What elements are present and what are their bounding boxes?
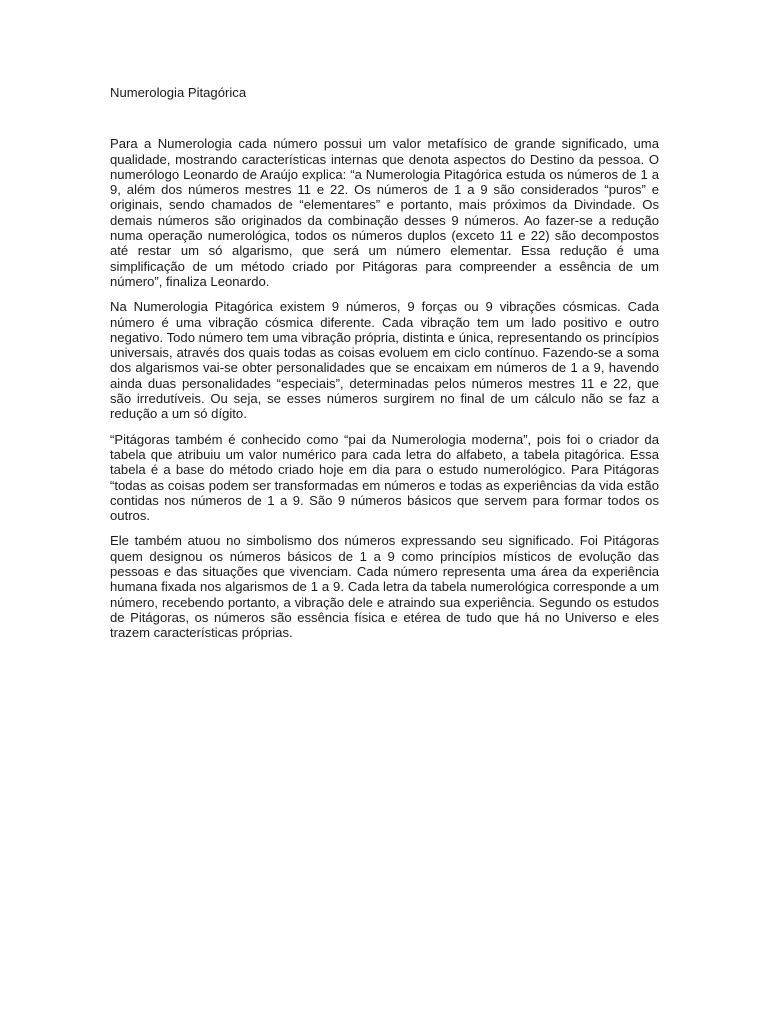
paragraph-4: Ele também atuou no simbolismo dos números expressando seu significado. Foi Pitágoras quem designou os números básicos de 1 a 9 como princípios místicos de evolução das pessoas e das situações que vivenciam. Cada número representa uma área da experiência humana fixada nos algarismos de 1 a 9. Cada letra da tabela numerológica corresponde a um número, recebendo portanto, a vibração dele e atraindo sua experiência. Segundo os estudos de Pitágoras, os números são essência física e etérea de tudo que há no Universo e eles trazem características próprias. — [110, 533, 659, 641]
document-title: Numerologia Pitagórica — [110, 85, 247, 100]
document-body — [110, 85, 659, 651]
paragraph-1: Para a Numerologia cada número possui um valor metafísico de grande significado, uma qualidade, mostrando características internas que denota aspectos do Destino da pessoa. O numerólogo Leonardo de Araújo explica: “a Numerologia Pitagórica estuda os números de 1 a 9, além dos números mestres 11 e 22. Os números de 1 a 9 são considerados “puros” e originais, sendo chamados de “elementares” e portanto, mais próximos da Divindade. Os demais números são originados da combinação desses 9 números. Ao fazer-se a redução numa operação numerológica, todos os números duplos (exceto 11 e 22) são decompostos até restar um só algarismo, que será um número elementar. Essa redução é uma simplificação de um método criado por Pitágoras para compreender a essência de um número”, finaliza Leonardo. — [110, 136, 659, 289]
paragraph-2: Na Numerologia Pitagórica existem 9 números, 9 forças ou 9 vibrações cósmicas. Cada número é uma vibração cósmica diferente. Cada vibração tem um lado positivo e outro negativo. Todo número tem uma vibração própria, distinta e única, representando os princípios universais, através dos quais todas as coisas evoluem em ciclo contínuo. Fazendo-se a soma dos algarismos vai-se obter personalidades que se encaixam em números de 1 a 9, havendo ainda duas personalidades “especiais”, determinadas pelos números mestres 11 e 22, que são irredutíveis. Ou seja, se esses números surgirem no final de um cálculo não se faz a redução a um só dígito. — [110, 299, 659, 422]
paragraph-3: “Pitágoras também é conhecido como “pai da Numerologia moderna”, pois foi o criador da tabela que atribuiu um valor numérico para cada letra do alfabeto, a tabela pitagórica. Essa tabela é a base do método criado hoje em dia para o estudo numerológico. Para Pitágoras “todas as coisas podem ser transformadas em números e todas as experiências da vida estão contidas nos números de 1 a 9. São 9 números básicos que servem para formar todos os outros. — [110, 431, 659, 524]
